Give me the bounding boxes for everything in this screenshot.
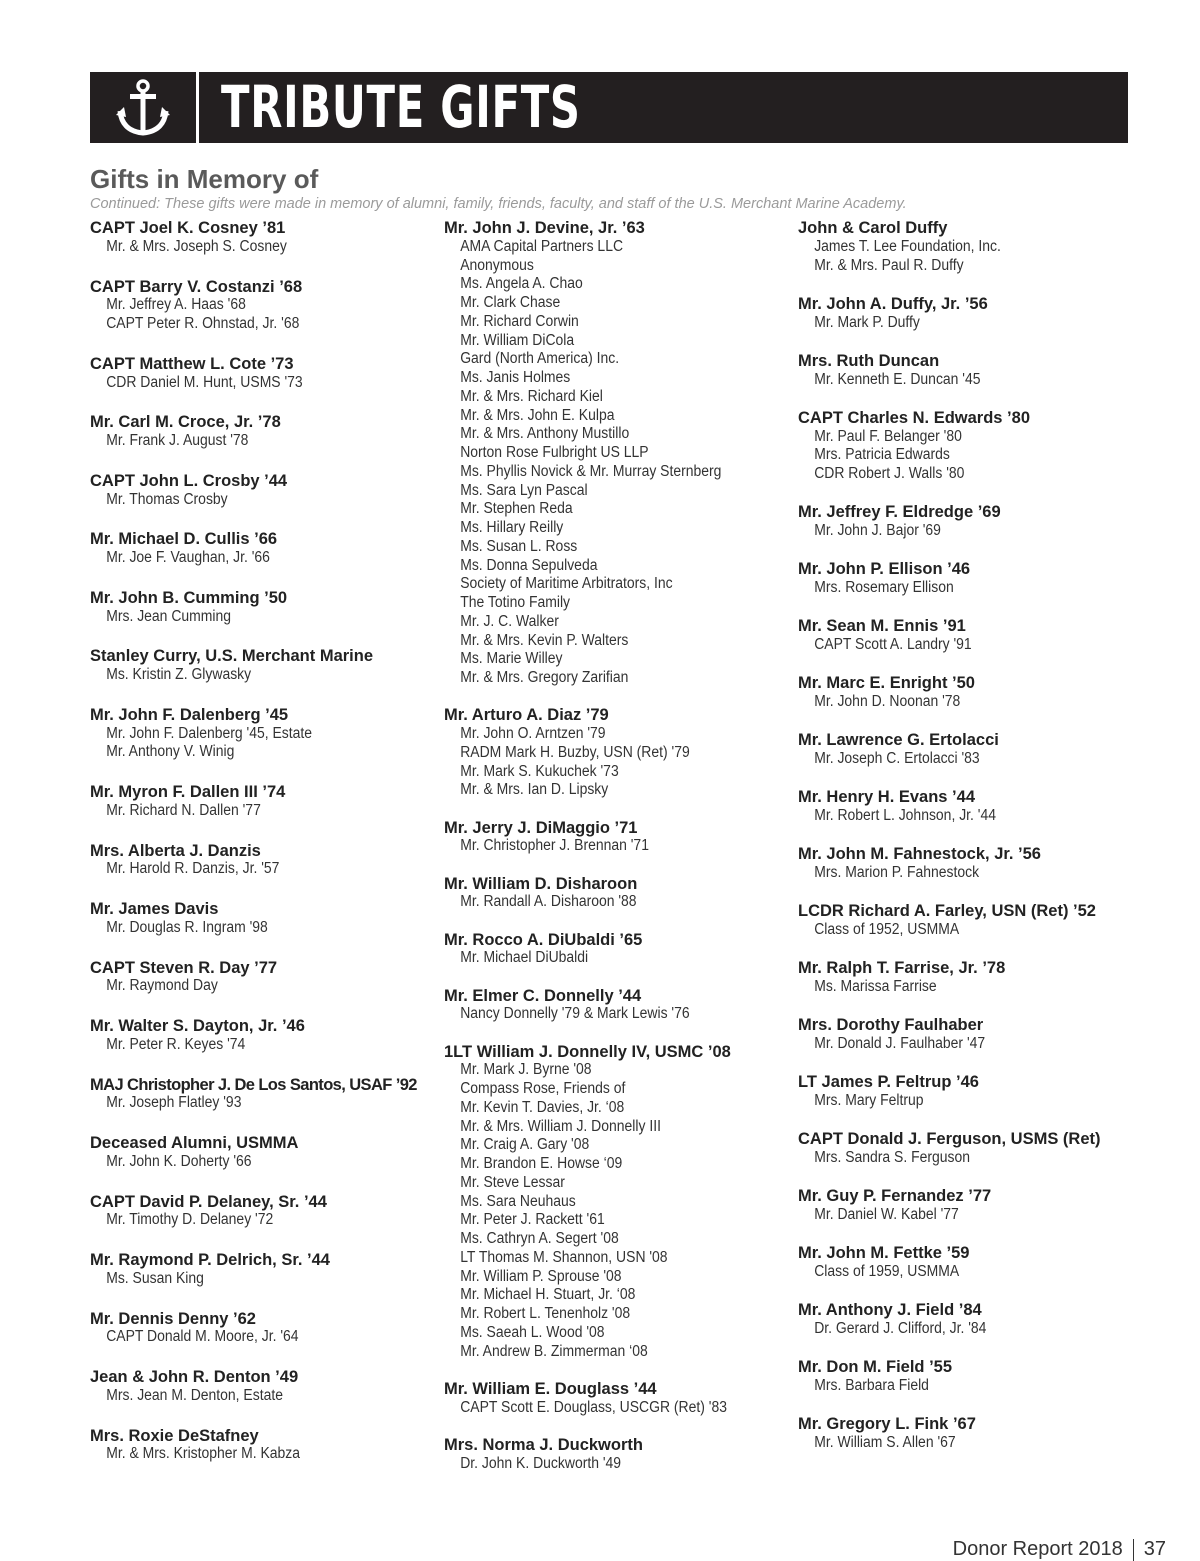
tribute-entry — [798, 295, 1128, 333]
donor-name: Mr. & Mrs. John E. Kulpa — [460, 406, 615, 424]
tribute-entry — [90, 1017, 435, 1055]
banner-divider — [196, 72, 199, 143]
tribute-entry — [90, 900, 435, 938]
page-number: 37 — [1143, 1538, 1166, 1560]
donor-name: Anonymous — [460, 256, 534, 274]
donor-name: Mr. Frank J. August '78 — [106, 432, 249, 449]
honoree-name: Deceased Alumni, USMMA — [90, 1134, 299, 1152]
donor-name: Mr. Peter J. Rackett '61 — [460, 1211, 605, 1229]
donor-name: Mr. Peter R. Keyes '74 — [106, 1035, 246, 1053]
honoree-name: Mr. Lawrence G. Ertolacci — [798, 731, 999, 750]
section-note: Continued: These gifts were made in memory of alumni, family, friends, faculty, and staff of the U.S. Merchant Marine Academy. — [90, 196, 907, 212]
donor-name: Mr. Anthony V. Winig — [106, 743, 235, 761]
donor-name: Dr. Gerard J. Clifford, Jr. '84 — [814, 1320, 987, 1337]
donor-name: Mr. John K. Doherty '66 — [106, 1152, 252, 1170]
tribute-entry — [90, 1427, 435, 1465]
donor-name: CAPT Scott A. Landry '91 — [814, 636, 972, 653]
honoree-name: Mr. James Davis — [90, 900, 219, 918]
tribute-entry — [798, 959, 1128, 997]
header-banner — [90, 72, 1128, 143]
donor-name: Mr. Craig A. Gary '08 — [460, 1136, 590, 1154]
honoree-name: Mrs. Dorothy Faulhaber — [798, 1016, 984, 1035]
donor-name: Compass Rose, Friends of — [460, 1080, 626, 1097]
tribute-entry — [90, 278, 435, 334]
honoree-name: Mr. Walter S. Dayton, Jr. ’46 — [90, 1017, 305, 1035]
tribute-entry — [798, 503, 1128, 541]
donor-name: Mrs. Jean Cumming — [106, 607, 232, 625]
donor-name: Mr. Robert L. Tenenholz '08 — [460, 1305, 631, 1322]
tribute-entry — [90, 647, 435, 685]
honoree-name: Mr. Anthony J. Field ’84 — [798, 1301, 982, 1320]
honoree-name: Mr. Elmer C. Donnelly ’44 — [444, 986, 642, 1005]
tribute-entry — [444, 1380, 789, 1418]
donor-name: CAPT Scott E. Douglass, USCGR (Ret) '83 — [460, 1398, 727, 1416]
donor-name: Ms. Susan King — [106, 1269, 204, 1287]
honoree-name: Mr. John A. Duffy, Jr. ’56 — [798, 294, 988, 313]
honoree-name: Mr. Arturo A. Diaz ’79 — [444, 706, 609, 725]
honoree-name: CAPT Donald J. Ferguson, USMS (Ret) — [798, 1130, 1101, 1149]
tribute-entry — [90, 1076, 435, 1114]
honoree-name: CAPT Steven R. Day ’77 — [90, 958, 278, 977]
tribute-entry — [444, 706, 789, 800]
donor-name: Mr. Douglas R. Ingram '98 — [106, 918, 268, 936]
tribute-entry — [90, 706, 435, 762]
honoree-name: Mrs. Norma J. Duckworth — [444, 1435, 643, 1454]
donor-name: Ms. Phyllis Novick & Mr. Murray Sternberg — [460, 462, 722, 480]
tribute-entry — [444, 987, 789, 1025]
donor-name: Mrs. Marion P. Fahnestock — [814, 864, 980, 881]
tribute-entry — [798, 219, 1128, 275]
tribute-entry — [90, 1134, 435, 1172]
tribute-entry — [90, 219, 435, 257]
tribute-entry — [90, 413, 435, 451]
donor-name: Mr. J. C. Walker — [460, 612, 559, 630]
donor-name: Ms. Angela A. Chao — [460, 275, 583, 293]
tribute-entry — [90, 530, 435, 568]
tribute-entry — [798, 902, 1128, 940]
donor-name: Gard (North America) Inc. — [460, 350, 620, 368]
donor-name: Mrs. Rosemary Ellison — [814, 579, 954, 596]
donor-name: Ms. Kristin Z. Glywasky — [106, 666, 252, 683]
honoree-name: Mr. John B. Cumming ’50 — [90, 588, 288, 607]
donor-name: Nancy Donnelly '79 & Mark Lewis '76 — [460, 1005, 690, 1023]
honoree-name: Mr. Guy P. Fernandez ’77 — [798, 1187, 992, 1206]
tribute-entry — [798, 1358, 1128, 1396]
donor-name: Mr. William S. Allen '67 — [814, 1434, 956, 1451]
honoree-name: Mr. Michael D. Cullis ’66 — [90, 530, 278, 549]
donor-name: Mr. John D. Noonan '78 — [814, 693, 961, 710]
donor-name: Mr. Raymond Day — [106, 977, 218, 995]
donor-name: Mr. Stephen Reda — [460, 500, 573, 518]
donor-name: Mr. Michael H. Stuart, Jr. ‘08 — [460, 1286, 636, 1304]
tribute-entry — [90, 472, 435, 510]
donor-name: Mr. Timothy D. Delaney '72 — [106, 1211, 274, 1229]
donor-name: Mr. & Mrs. Kevin P. Walters — [460, 631, 629, 649]
honoree-name: LT James P. Feltrup ’46 — [798, 1073, 979, 1092]
honoree-name: Mr. Gregory L. Fink ’67 — [798, 1415, 976, 1434]
donor-name: Mr. William DiCola — [460, 331, 575, 349]
donor-name: Mr. Paul F. Belanger '80 — [814, 427, 962, 445]
honoree-name: CAPT David P. Delaney, Sr. ’44 — [90, 1192, 327, 1211]
honoree-name: Mr. Dennis Denny ’62 — [90, 1309, 256, 1328]
donor-name: Mr. & Mrs. Anthony Mustillo — [460, 425, 630, 443]
donor-name: Mr. Harold R. Danzis, Jr. '57 — [106, 860, 280, 878]
tribute-entry — [444, 931, 789, 969]
donor-name: Mr. Robert L. Johnson, Jr. '44 — [814, 807, 996, 824]
honoree-name: CAPT Charles N. Edwards ’80 — [798, 408, 1030, 427]
honoree-name: Mr. Marc E. Enright ’50 — [798, 674, 975, 693]
donor-name: Norton Rose Fulbright US LLP — [460, 444, 649, 461]
donor-name: RADM Mark H. Buzby, USN (Ret) '79 — [460, 743, 690, 761]
honoree-name: MAJ Christopher J. De Los Santos, USAF ’92 — [90, 1075, 417, 1094]
honoree-name: Mrs. Ruth Duncan — [798, 351, 940, 370]
tribute-entry — [90, 783, 435, 821]
donor-name: CDR Robert J. Walls '80 — [814, 465, 965, 482]
donor-name: Mr. Joseph C. Ertolacci '83 — [814, 750, 980, 767]
honoree-name: CAPT Joel K. Cosney ’81 — [90, 219, 286, 237]
tribute-entry — [444, 1436, 789, 1474]
donor-name: Mr. Brandon E. Howse ‘09 — [460, 1155, 623, 1172]
honoree-name: Mr. John M. Fettke ’59 — [798, 1244, 970, 1263]
honoree-name: CAPT Matthew L. Cote ’73 — [90, 354, 294, 373]
tribute-entry — [798, 788, 1128, 826]
tribute-entry — [90, 1310, 435, 1348]
donor-name: Mr. Joseph Flatley '93 — [106, 1094, 242, 1112]
donor-name: Mr. Clark Chase — [460, 294, 561, 311]
donor-name: Mr. Donald J. Faulhaber '47 — [814, 1035, 986, 1052]
donor-name: Mrs. Jean M. Denton, Estate — [106, 1386, 283, 1404]
tribute-entry — [798, 617, 1128, 655]
donor-name: Mr. Christopher J. Brennan '71 — [460, 837, 649, 855]
tribute-entry — [90, 355, 435, 393]
tribute-entry — [798, 1073, 1128, 1111]
donor-name: Ms. Saeah L. Wood '08 — [460, 1323, 605, 1341]
donor-name: Mr. John F. Dalenberg '45, Estate — [106, 724, 313, 742]
honoree-name: Mr. Jerry J. DiMaggio ’71 — [444, 818, 638, 837]
donor-name: CAPT Donald M. Moore, Jr. '64 — [106, 1328, 299, 1346]
donor-name: Ms. Donna Sepulveda — [460, 556, 598, 574]
tribute-entry — [90, 1251, 435, 1289]
anchor-icon-box — [90, 72, 196, 143]
tribute-entry — [798, 1301, 1128, 1339]
donor-name: Society of Maritime Arbitrators, Inc — [460, 575, 673, 593]
honoree-name: Mr. John J. Devine, Jr. ’63 — [444, 219, 645, 237]
donor-name: James T. Lee Foundation, Inc. — [814, 237, 1001, 255]
donor-name: Mr. & Mrs. Paul R. Duffy — [814, 256, 964, 274]
donor-name: Mr. Joe F. Vaughan, Jr. '66 — [106, 549, 270, 566]
donor-name: Mr. & Mrs. Kristopher M. Kabza — [106, 1445, 301, 1463]
donor-name: Mr. & Mrs. Gregory Zarifian — [460, 669, 629, 686]
donor-name: Mr. Mark S. Kukuchek '73 — [460, 762, 619, 780]
tribute-entry — [798, 674, 1128, 712]
tribute-entry — [444, 819, 789, 857]
honoree-name: Mr. John P. Ellison ’46 — [798, 560, 971, 579]
column-1 — [90, 219, 435, 1464]
tribute-entry — [444, 219, 789, 688]
honoree-name: Mr. John M. Fahnestock, Jr. ’56 — [798, 845, 1041, 864]
donor-name: Ms. Marissa Farrise — [814, 978, 937, 995]
donor-name: Mrs. Mary Feltrup — [814, 1092, 924, 1109]
page-title: TRIBUTE GIFTS — [221, 73, 581, 141]
tribute-entry — [798, 409, 1128, 484]
donor-name: Mr. Kevin T. Davies, Jr. ‘08 — [460, 1098, 625, 1116]
donor-name: Mrs. Patricia Edwards — [814, 446, 950, 464]
tribute-entry — [798, 1130, 1128, 1168]
honoree-name: LCDR Richard A. Farley, USN (Ret) ’52 — [798, 902, 1096, 921]
honoree-name: John & Carol Duffy — [798, 219, 948, 237]
honoree-name: Mrs. Alberta J. Danzis — [90, 841, 261, 860]
honoree-name: Mr. Carl M. Croce, Jr. ’78 — [90, 413, 281, 432]
honoree-name: Jean & John R. Denton ’49 — [90, 1368, 299, 1386]
tribute-entry — [798, 845, 1128, 883]
honoree-name: Mr. Rocco A. DiUbaldi ’65 — [444, 930, 643, 949]
donor-name: CAPT Peter R. Ohnstad, Jr. '68 — [106, 315, 300, 332]
honoree-name: 1LT William J. Donnelly IV, USMC ’08 — [444, 1042, 731, 1061]
honoree-name: Mr. Sean M. Ennis ’91 — [798, 617, 966, 636]
donor-name: Mr. Steve Lessar — [460, 1173, 565, 1191]
donor-name: Mr. Daniel W. Kabel '77 — [814, 1206, 959, 1223]
tribute-entry — [798, 560, 1128, 598]
honoree-name: Mr. Don M. Field ’55 — [798, 1358, 953, 1377]
honoree-name: Mr. Henry H. Evans ’44 — [798, 788, 975, 807]
donor-name: Mr. & Mrs. William J. Donnelly III — [460, 1117, 661, 1135]
tribute-entry — [798, 1016, 1128, 1054]
donor-name: Mr. & Mrs. Joseph S. Cosney — [106, 237, 287, 255]
donor-name: The Totino Family — [460, 594, 571, 611]
tribute-entry — [90, 959, 435, 997]
footer-divider — [1133, 1539, 1134, 1561]
tribute-entry — [90, 842, 435, 880]
donor-name: Mr. John J. Bajor '69 — [814, 522, 941, 539]
donor-name: Mr. Andrew B. Zimmerman ‘08 — [460, 1342, 648, 1360]
tribute-entry — [798, 1244, 1128, 1282]
donor-name: Mr. Jeffrey A. Haas '68 — [106, 296, 246, 314]
donor-name: Ms. Cathryn A. Segert '08 — [460, 1230, 619, 1247]
honoree-name: Mr. Ralph T. Farrise, Jr. ’78 — [798, 959, 1006, 978]
tribute-entry — [90, 1193, 435, 1231]
donor-name: LT Thomas M. Shannon, USN '08 — [460, 1248, 668, 1266]
donor-name: Ms. Hillary Reilly — [460, 519, 564, 536]
report-title: Donor Report 2018 — [952, 1538, 1123, 1560]
honoree-name: Mrs. Roxie DeStafney — [90, 1426, 259, 1445]
honoree-name: Mr. Raymond P. Delrich, Sr. ’44 — [90, 1251, 330, 1269]
donor-name: Ms. Marie Willey — [460, 650, 563, 668]
honoree-name: Mr. John F. Dalenberg ’45 — [90, 705, 289, 724]
donor-name: Mr. Randall A. Disharoon '88 — [460, 893, 637, 911]
donor-name: Mrs. Barbara Field — [814, 1377, 929, 1394]
donor-name: Dr. John K. Duckworth '49 — [460, 1454, 622, 1472]
tribute-entry — [90, 589, 435, 627]
donor-name: Mr. Thomas Crosby — [106, 490, 228, 508]
donor-name: CDR Daniel M. Hunt, USMS '73 — [106, 373, 303, 391]
donor-name: Mr. Mark P. Duffy — [814, 313, 920, 331]
tribute-entry — [90, 1368, 435, 1406]
donor-name: Mr. Michael DiUbaldi — [460, 949, 589, 967]
donor-name: Class of 1952, USMMA — [814, 921, 960, 938]
honoree-name: Mr. Jeffrey F. Eldredge ’69 — [798, 503, 1001, 522]
column-3 — [798, 219, 1128, 1453]
donor-name: Class of 1959, USMMA — [814, 1263, 960, 1280]
tribute-entry — [798, 731, 1128, 769]
column-2 — [444, 219, 789, 1473]
honoree-name: Stanley Curry, U.S. Merchant Marine — [90, 647, 374, 666]
honoree-name: Mr. William E. Douglass ’44 — [444, 1379, 657, 1398]
tribute-entry — [444, 875, 789, 913]
donor-name: Ms. Sara Lyn Pascal — [460, 481, 588, 499]
tribute-entry — [798, 1415, 1128, 1453]
anchor-icon — [116, 79, 170, 137]
donor-name: Mr. & Mrs. Richard Kiel — [460, 387, 603, 405]
donor-name: Mr. Richard N. Dallen '77 — [106, 801, 261, 819]
donor-name: Mr. John O. Arntzen '79 — [460, 725, 606, 742]
donor-name: Mr. & Mrs. Ian D. Lipsky — [460, 781, 609, 799]
honoree-name: Mr. Myron F. Dallen III ’74 — [90, 783, 286, 801]
donor-name: Mr. Mark J. Byrne '08 — [460, 1061, 592, 1079]
donor-name: Mrs. Sandra S. Ferguson — [814, 1149, 971, 1166]
tribute-entry — [798, 1187, 1128, 1225]
donor-name: Mr. Richard Corwin — [460, 312, 579, 330]
donor-name: AMA Capital Partners LLC — [460, 237, 624, 255]
donor-name: Ms. Susan L. Ross — [460, 537, 578, 555]
donor-name: Ms. Janis Holmes — [460, 369, 571, 386]
tribute-entry — [444, 1043, 789, 1362]
donor-name: Mr. William P. Sprouse '08 — [460, 1267, 622, 1285]
tribute-entry — [798, 352, 1128, 390]
honoree-name: CAPT John L. Crosby ’44 — [90, 471, 288, 490]
honoree-name: CAPT Barry V. Costanzi ’68 — [90, 277, 303, 296]
section-heading: Gifts in Memory of — [90, 164, 319, 194]
donor-name: Ms. Sara Neuhaus — [460, 1192, 576, 1210]
donor-name: Mr. Kenneth E. Duncan '45 — [814, 370, 981, 388]
honoree-name: Mr. William D. Disharoon — [444, 874, 638, 893]
